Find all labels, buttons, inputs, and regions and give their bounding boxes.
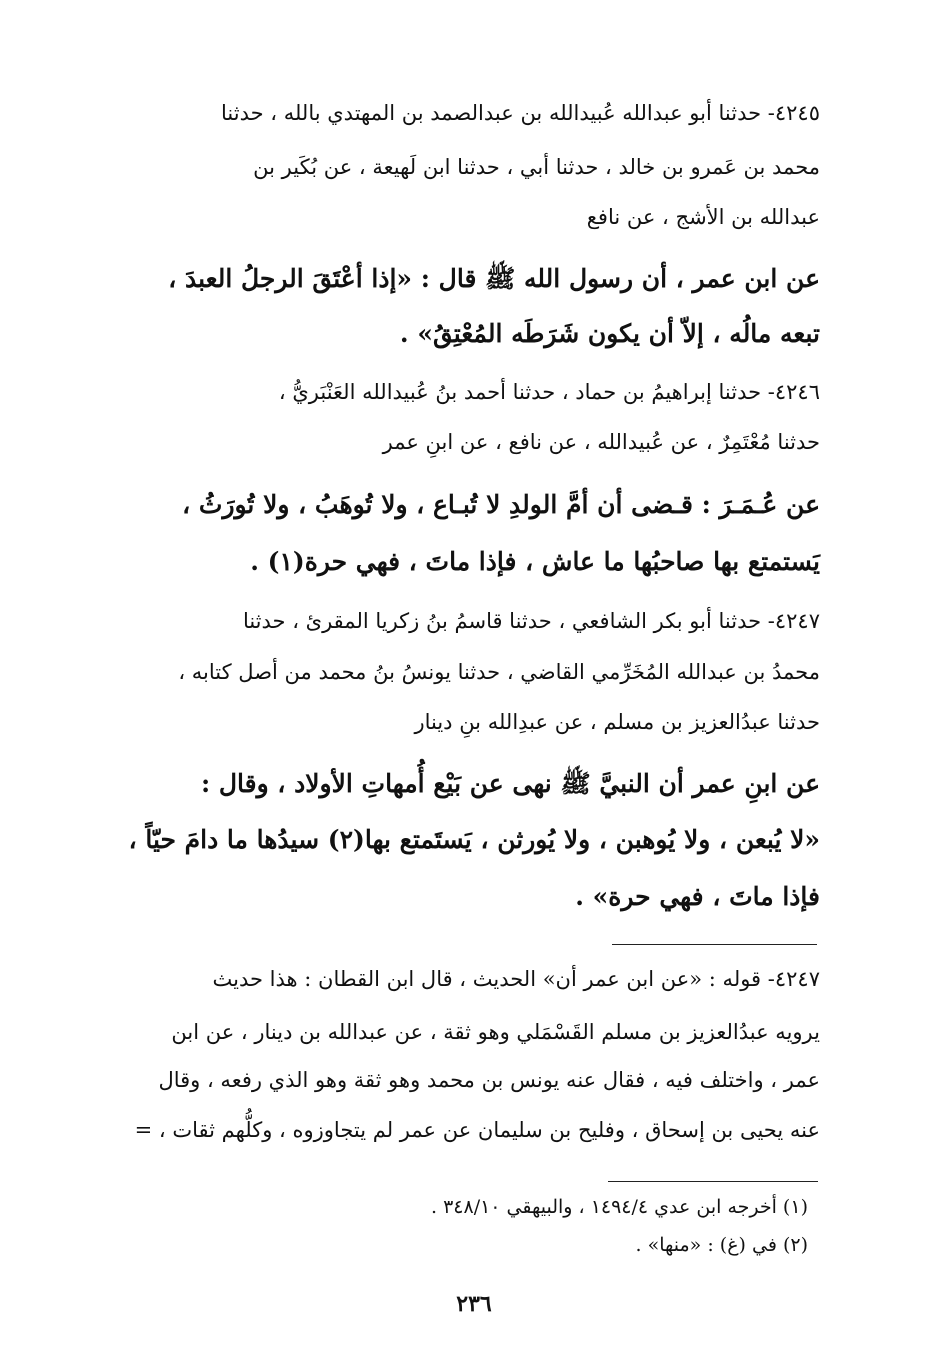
page-number: ٢٣٦ [456, 1291, 492, 1317]
isnad-4247-line-3: حدثنا عبدُالعزيز بن مسلم ، عن عبدِالله بنِ دينار [414, 710, 820, 734]
isnad-4247-line-1: ٤٢٤٧- حدثنا أبو بكر الشافعي ، حدثنا قاسمُ بنُ زكريا المقرئ ، حدثنا [242, 609, 820, 633]
footnote-2: (٢) في (غ) : «منها» . [635, 1234, 808, 1256]
matn-4246-line-2: يَستمتع بها صاحبُها ما عاش ، فإذا ماتَ ، فهي حرة(١) . [250, 547, 820, 576]
isnad-4245-line-2: محمد بن عَمرو بن خالد ، حدثنا أبي ، حدثنا ابن لَهيعة ، عن بُكَير بن [253, 155, 820, 179]
matn-4246-line-1: عن عُـمَـرَ : قـضى أن أمَّ الولدِ لا تُبـاع ، ولا تُوهَبُ ، ولا تُورَثُ ، [182, 490, 820, 519]
isnad-4245-line-3: عبدالله بن الأشج ، عن نافع [586, 205, 820, 229]
matn-4247-line-2: «لا يُبعن ، ولا يُوهبن ، ولا يُورثن ، يَستَمتع بها(٢) سيدُها ما دامَ حيّاً ، [128, 825, 820, 854]
isnad-4246-line-1: ٤٢٤٦- حدثنا إبراهيمُ بن حماد ، حدثنا أحمد بنُ عُبيدالله العَنْبَريُّ ، [278, 380, 820, 404]
commentary-divider [612, 944, 817, 945]
matn-4245-line-2: تبعه مالُه ، إلاّ أن يكون شَرَطَه المُعْتِقُ» . [399, 319, 820, 348]
footnote-1: (١) أخرجه ابن عدي ١٤٩٤/٤ ، والبيهقي ٣٤٨/١٠ . [430, 1196, 808, 1218]
isnad-4246-line-2: حدثنا مُعْتَمِرٌ ، عن عُبيدالله ، عن نافع ، عن ابنِ عمر [382, 430, 820, 454]
matn-4245-line-1: عن ابن عمر ، أن رسول الله ﷺ قال : «إذا أعْتَقَ الرجلُ العبدَ ، [168, 264, 820, 293]
matn-4247-line-1: عن ابنِ عمر أن النبيَّ ﷺ نهى عن بَيْع أُمهاتِ الأولاد ، وقال : [200, 769, 820, 798]
isnad-4247-line-2: محمدُ بن عبدالله المُخَرِّمي القاضي ، حدثنا يونسُ بنُ محمد من أصل كتابه ، [178, 660, 820, 684]
commentary-line-4: عنه يحيى بن إسحاق ، وفليح بن سليمان عن عمر لم يتجاوزوه ، وكلُّهم ثقات ، = [134, 1118, 820, 1142]
matn-4247-line-3: فإذا ماتَ ، فهي حرة» . [575, 882, 820, 911]
commentary-line-3: عمر ، واختلف فيه ، فقال عنه يونس بن محمد وهو ثقة وهو الذي رفعه ، وقال [158, 1068, 820, 1092]
isnad-4245-line-1: ٤٢٤٥- حدثنا أبو عبدالله عُبيدالله بن عبدالصمد بن المهتدي بالله ، حدثنا [221, 101, 820, 125]
footnote-divider [608, 1181, 818, 1182]
commentary-line-1: ٤٢٤٧- قوله : «عن ابن عمر أن» الحديث ، قال ابن القطان : هذا حديث [212, 967, 820, 991]
commentary-line-2: يرويه عبدُالعزيز بن مسلم القَسْمَلي وهو ثقة ، عن عبدالله بن دينار ، عن ابن [171, 1020, 820, 1044]
